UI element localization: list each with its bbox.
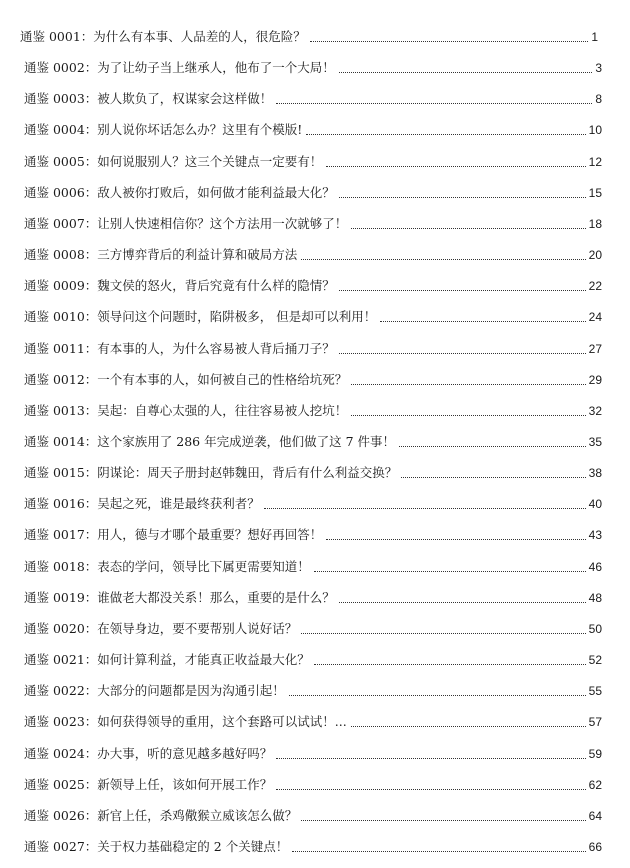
dot-leader [399, 445, 586, 447]
toc-entry-code: 通鉴 0004： [24, 122, 98, 138]
toc-entry-title: 如何计算利益，才能真正收益最大化？ [97, 652, 310, 668]
dot-leader [301, 632, 585, 634]
toc-entry-title: 阴谋论：周天子册封赵韩魏田，背后有什么利益交换？ [97, 465, 398, 481]
dot-leader [339, 289, 586, 291]
toc-entry[interactable] [24, 181, 602, 201]
toc-entry-page-number: 12 [588, 154, 602, 169]
toc-entry-page-number: 15 [588, 185, 602, 200]
toc-entry-page-number: 29 [588, 372, 602, 387]
toc-entry[interactable] [24, 710, 602, 730]
dot-leader [276, 788, 585, 790]
toc-entry-page-number: 1 [591, 30, 598, 44]
toc-entry-page-number: 62 [588, 777, 602, 792]
toc-entry-code: 通鉴 0024： [24, 745, 98, 761]
dot-leader [401, 476, 585, 478]
toc-entry[interactable] [24, 648, 602, 668]
toc-entry-code: 通鉴 0017： [24, 527, 98, 543]
toc-entry-title: 敌人被你打败后，如何做才能利益最大化？ [97, 184, 335, 200]
toc-entry-code: 通鉴 0019： [24, 589, 98, 605]
toc-entry[interactable] [24, 679, 602, 699]
toc-entry[interactable] [24, 118, 602, 138]
toc-entry-page-number: 64 [588, 808, 602, 823]
toc-entry-code: 通鉴 0006： [24, 184, 98, 200]
toc-entry-title: 大部分的问题都是因为沟通引起！ [97, 683, 285, 699]
toc-entry-code: 通鉴 0010： [24, 309, 98, 325]
dot-leader [326, 538, 585, 540]
toc-entry-title: 三方博弈背后的利益计算和破局方法 [97, 247, 298, 263]
toc-entry-code: 通鉴 0001： [20, 29, 94, 44]
toc-entry-page-number: 52 [588, 653, 602, 668]
toc-entry-page-number: 57 [588, 715, 602, 730]
dot-leader [351, 227, 585, 229]
toc-entry-title: 吴起之死，谁是最终获利者？ [97, 496, 260, 512]
toc-entry-page-number: 27 [588, 341, 602, 356]
dot-leader [351, 725, 586, 727]
toc-entry[interactable] [24, 368, 602, 388]
toc-entry-code: 通鉴 0007： [24, 215, 98, 231]
dot-leader [264, 507, 586, 509]
toc-entry-title: 关于权力基础稳定的 2 个关键点！ [97, 839, 289, 854]
toc-entry[interactable] [24, 56, 602, 76]
toc-entry-title: 办大事，听的意见越多越好吗？ [97, 745, 273, 761]
toc-entry[interactable] [24, 523, 602, 543]
dot-leader [380, 320, 585, 322]
toc-entry-title: 谁做老大都没关系！那么，重要的是什么？ [97, 589, 335, 605]
toc-entry-page-number: 48 [588, 590, 602, 605]
toc-entry-code: 通鉴 0014： [24, 434, 98, 449]
toc-entry-title: 如何获得领导的重用，这个套路可以试试！... [97, 714, 347, 730]
toc-entry-page-number: 38 [588, 466, 602, 481]
toc-entry-title: 吴起：自尊心太强的人，往往容易被人挖坑！ [97, 402, 348, 418]
dot-leader [339, 601, 586, 603]
toc-entry-page-number: 55 [588, 684, 602, 699]
toc-entry-title: 表态的学问，领导比下属更需要知道！ [97, 558, 310, 574]
toc-entry-title: 别人说你坏话怎么办？这里有个模版! [97, 122, 303, 138]
toc-entry[interactable] [24, 586, 602, 606]
toc-entry-page-number: 35 [588, 435, 602, 449]
toc-entry-code: 通鉴 0022： [24, 683, 98, 699]
toc-entry-page-number: 18 [588, 216, 602, 231]
dot-leader [351, 383, 585, 385]
toc-entry-code: 通鉴 0012： [24, 371, 98, 387]
toc-entry-code: 通鉴 0005： [24, 153, 98, 169]
toc-entry[interactable] [24, 150, 602, 170]
toc-entry-code: 通鉴 0016： [24, 496, 98, 512]
toc-entry[interactable] [24, 274, 602, 294]
toc-entry-code: 通鉴 0011： [24, 340, 98, 356]
toc-entry-code: 通鉴 0020： [24, 620, 98, 636]
toc-entry-page-number: 22 [588, 279, 602, 294]
dot-leader [276, 102, 592, 104]
toc-entry[interactable] [24, 742, 602, 762]
toc-entry[interactable] [24, 399, 602, 419]
toc-entry[interactable] [24, 305, 602, 325]
toc-entry-page-number: 43 [588, 528, 602, 543]
toc-entry-title: 用人，德与才哪个最重要？想好再回答！ [97, 527, 323, 543]
toc-entry[interactable] [24, 337, 602, 357]
toc-entry[interactable] [24, 835, 602, 855]
dot-leader [326, 165, 585, 167]
toc-entry-page-number: 32 [588, 403, 602, 418]
toc-entry-title: 为什么有本事、人品差的人，很危险？ [93, 29, 306, 44]
toc-entry[interactable] [24, 212, 602, 232]
toc-entry-title: 被人欺负了，权谋家会这样做！ [97, 91, 273, 107]
toc-entry-code: 通鉴 0026： [24, 807, 98, 823]
toc-entry[interactable] [24, 430, 602, 450]
toc-entry-title: 如何说服别人？这三个关键点一定要有！ [97, 153, 323, 169]
dot-leader [306, 133, 585, 135]
toc-entry[interactable] [24, 804, 602, 824]
dot-leader [339, 352, 586, 354]
toc-entry-code: 通鉴 0008： [24, 247, 98, 263]
toc-entry-code: 通鉴 0018： [24, 558, 98, 574]
toc-entry[interactable] [24, 617, 602, 637]
toc-entry-code: 通鉴 0021： [24, 652, 98, 668]
dot-leader [301, 819, 585, 821]
toc-entry-title: 为了让幼子当上继承人，他布了一个大局！ [97, 60, 335, 76]
dot-leader [301, 258, 585, 260]
toc-entry[interactable] [24, 773, 602, 793]
toc-entry-code: 通鉴 0023： [24, 714, 98, 730]
toc-entry-code: 通鉴 0027： [24, 839, 98, 854]
toc-entry[interactable] [24, 461, 602, 481]
toc-entry-title: 新领导上任，该如何开展工作？ [97, 776, 273, 792]
toc-entry-page-number: 10 [588, 123, 602, 138]
toc-entry-page-number: 50 [588, 621, 602, 636]
dot-leader [292, 850, 585, 852]
toc-entry[interactable] [24, 555, 602, 575]
toc-entry-title: 魏文侯的怒火，背后究竟有什么样的隐情？ [97, 278, 335, 294]
dot-leader [351, 414, 585, 416]
toc-entry-title: 让别人快速相信你？这个方法用一次就够了！ [97, 215, 348, 231]
toc-entry-title: 在领导身边，要不要帮别人说好话？ [97, 620, 298, 636]
toc-entry-title: 这个家族用了 286 年完成逆袭，他们做了这 7 件事！ [97, 434, 396, 449]
toc-entry[interactable] [24, 492, 602, 512]
dot-leader [314, 570, 586, 572]
toc-entry-page-number: 20 [588, 248, 602, 263]
toc-entry-title: 一个有本事的人，如何被自己的性格给坑死？ [97, 371, 348, 387]
dot-leader [339, 71, 593, 73]
toc-entry-code: 通鉴 0003： [24, 91, 98, 107]
toc-entry[interactable] [24, 87, 602, 107]
toc-entry-code: 通鉴 0025： [24, 776, 98, 792]
toc-entry-code: 通鉴 0009： [24, 278, 98, 294]
toc-entry-page-number: 24 [588, 310, 602, 325]
toc-entry-title: 新官上任，杀鸡儆猴立威该怎么做？ [97, 807, 298, 823]
toc-entry-title: 领导问这个问题时，陷阱极多， 但是却可以利用！ [97, 309, 377, 325]
dot-leader [310, 40, 589, 42]
dot-leader [339, 196, 586, 198]
toc-entry-title: 有本事的人，为什么容易被人背后捅刀子？ [97, 340, 335, 356]
toc-entry[interactable] [20, 25, 598, 45]
toc-entry-page-number: 46 [588, 559, 602, 574]
toc-entry-page-number: 66 [588, 840, 602, 854]
dot-leader [289, 694, 586, 696]
toc-entry[interactable] [24, 243, 602, 263]
dot-leader [314, 663, 586, 665]
toc-entry-page-number: 8 [595, 92, 602, 107]
toc-entry-code: 通鉴 0002： [24, 60, 98, 76]
toc-entry-code: 通鉴 0015： [24, 465, 98, 481]
toc-entry-page-number: 59 [588, 746, 602, 761]
dot-leader [276, 757, 585, 759]
toc-entry-page-number: 3 [595, 61, 602, 76]
toc-entry-page-number: 40 [588, 497, 602, 512]
toc-entry-code: 通鉴 0013： [24, 402, 98, 418]
